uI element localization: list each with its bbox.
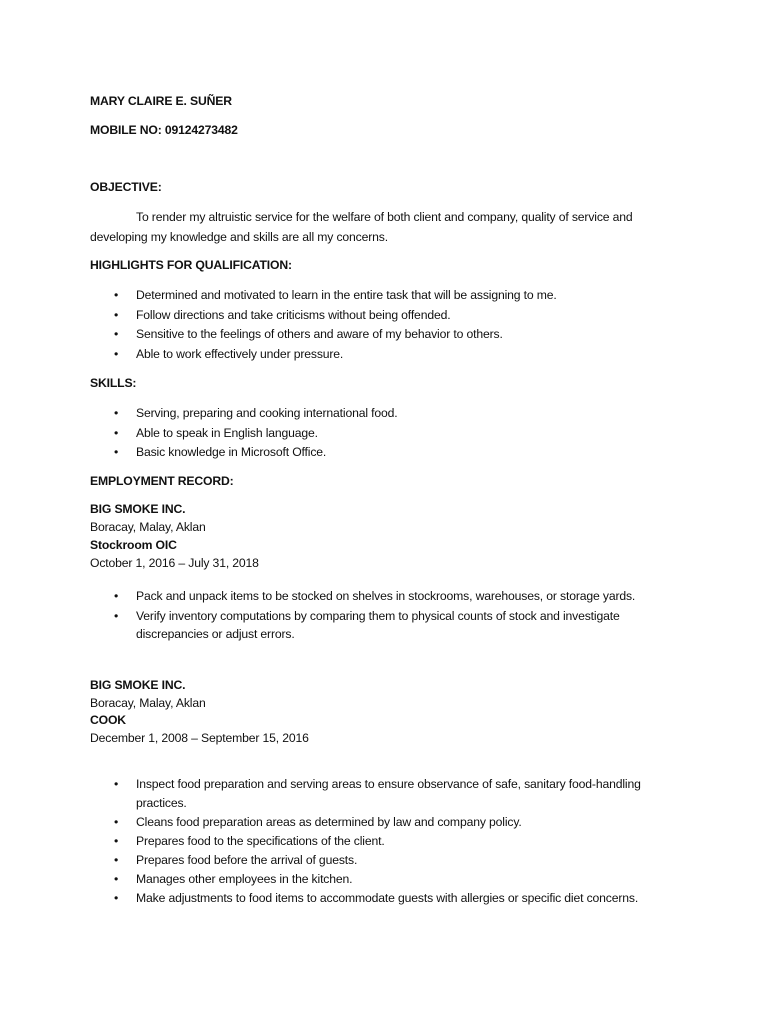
list-item: • Serving, preparing and cooking international food. xyxy=(114,406,398,420)
skills-list xyxy=(90,404,690,463)
bullet-icon: • xyxy=(114,871,119,886)
job-company: BIG SMOKE INC. xyxy=(90,678,186,692)
bullet-icon: • xyxy=(114,833,119,848)
objective-text: To render my altruistic service for the welfare of both client and company, quality of service and developing my knowledge and skills are all my concerns. xyxy=(90,210,633,244)
job-duties-list xyxy=(90,587,690,644)
list-item: • Follow directions and take criticisms without being offended. xyxy=(114,307,451,322)
bullet-icon: • xyxy=(114,327,119,342)
list-item: • Basic knowledge in Microsoft Office. xyxy=(114,445,327,460)
bullet-icon: • xyxy=(114,814,119,829)
list-item: • Able to work effectively under pressure. xyxy=(114,346,344,361)
list-item: • Determined and motivated to learn in the entire task that will be assigning to me. xyxy=(114,288,557,302)
bullet-icon: • xyxy=(114,425,119,440)
list-item: • Make adjustments to food items to accommodate guests with allergies or specific diet concerns. xyxy=(90,889,690,908)
bullet-icon: • xyxy=(114,589,119,603)
employment-heading: EMPLOYMENT RECORD: xyxy=(90,474,234,488)
job-position: Stockroom OIC xyxy=(90,538,177,552)
list-item: • Prepares food before the arrival of guests. xyxy=(90,851,690,870)
bullet-icon: • xyxy=(114,608,119,623)
objective-paragraph xyxy=(90,207,690,247)
bullet-icon: • xyxy=(114,346,119,361)
list-item: • Sensitive to the feelings of others and aware of my behavior to others. xyxy=(114,327,503,342)
bullet-icon: • xyxy=(114,406,119,420)
list-item: • Cleans food preparation areas as determined by law and company policy. xyxy=(90,813,690,832)
job-dates: December 1, 2008 – September 15, 2016 xyxy=(90,731,309,745)
bullet-icon: • xyxy=(114,288,119,302)
highlights-heading: HIGHLIGHTS FOR QUALIFICATION: xyxy=(90,258,292,272)
bullet-icon: • xyxy=(114,890,119,905)
job-dates: October 1, 2016 – July 31, 2018 xyxy=(90,556,259,570)
job-position: COOK xyxy=(90,713,126,727)
list-item: • Able to speak in English language. xyxy=(114,425,318,440)
list-item: • Prepares food to the specifications of the client. xyxy=(90,832,690,851)
bullet-icon: • xyxy=(114,445,119,460)
job-location: Boracay, Malay, Aklan xyxy=(90,696,206,710)
job-location: Boracay, Malay, Aklan xyxy=(90,520,206,534)
mobile-number: MOBILE NO: 09124273482 xyxy=(90,123,238,137)
highlights-list xyxy=(90,286,690,364)
job-company: BIG SMOKE INC. xyxy=(90,502,186,516)
list-item: • Pack and unpack items to be stocked on shelves in stockrooms, warehouses, or storage yards. xyxy=(114,589,636,603)
list-item: • Inspect food preparation and serving areas to ensure observance of safe, sanitary food-handling practices. xyxy=(114,777,641,810)
list-item: • Manages other employees in the kitchen. xyxy=(90,870,690,889)
objective-heading: OBJECTIVE: xyxy=(90,180,162,194)
bullet-icon: • xyxy=(114,307,119,322)
bullet-icon: • xyxy=(114,777,119,791)
bullet-icon: • xyxy=(114,852,119,867)
list-item: • Verify inventory computations by comparing them to physical counts of stock and investigate discrepancies or adjust errors. xyxy=(114,608,620,641)
skills-heading: SKILLS: xyxy=(90,376,137,390)
job-duties-list xyxy=(90,775,690,908)
applicant-name: MARY CLAIRE E. SUÑER xyxy=(90,94,232,108)
